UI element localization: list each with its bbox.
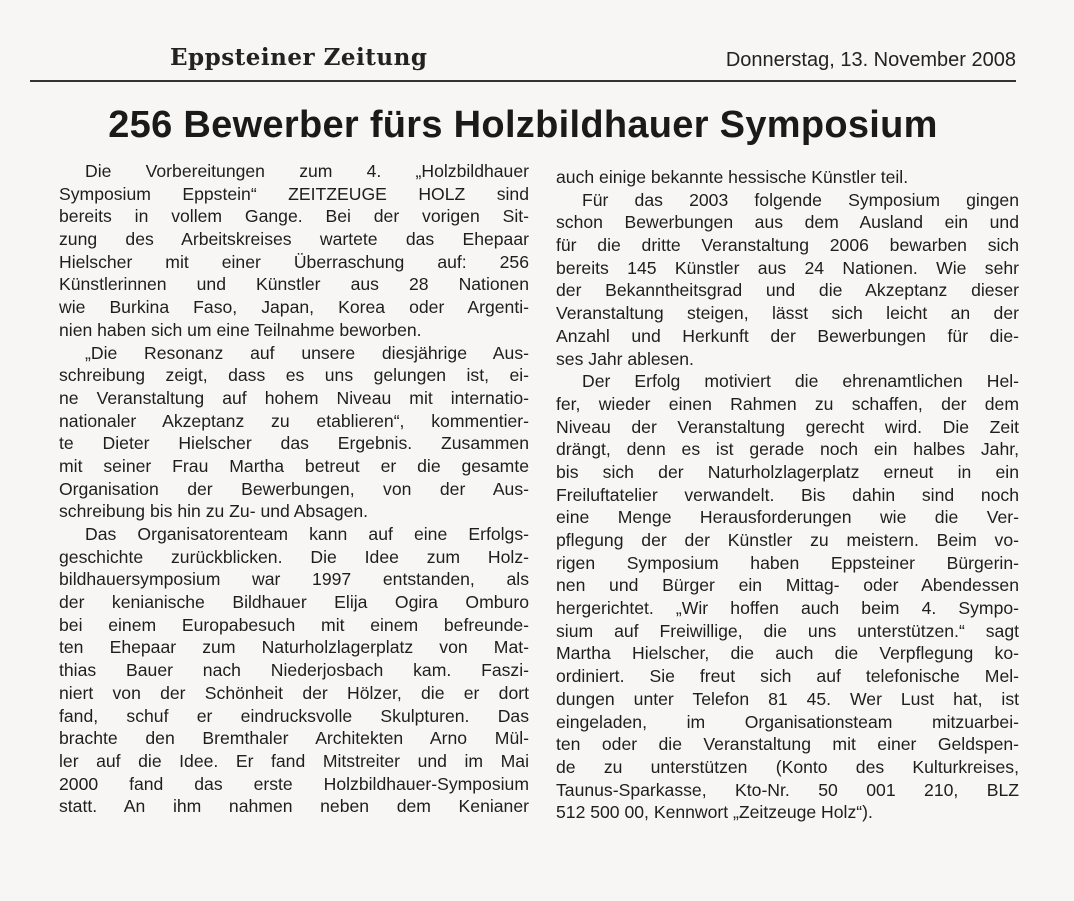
text-line: der kenianische Bildhauer Elija Ogira Omburo xyxy=(59,592,529,613)
text-line: bis sich der Naturholzlagerplatz erneut in ein xyxy=(556,461,1019,482)
text-line: Martha Hielscher, die auch die Verpflegung ko- xyxy=(556,643,1019,664)
text-line: Niveau der Veranstaltung gerecht wird. Die Zeit xyxy=(556,416,1019,437)
text-line: te Dieter Hielscher das Ergebnis. Zusammen xyxy=(59,433,529,454)
masthead-rule xyxy=(30,80,1016,82)
text-line: ses Jahr ablesen. xyxy=(556,348,694,369)
text-line: Symposium Eppstein“ ZEITZEUGE HOLZ sind xyxy=(59,183,529,204)
text-line: nien haben sich um eine Teilnahme beworben. xyxy=(59,319,422,340)
text-line: wie Burkina Faso, Japan, Korea oder Argenti- xyxy=(59,297,529,318)
text-line: eine Menge Herausforderungen wie die Ver- xyxy=(556,507,1019,528)
text-line: statt. An ihm nahmen neben dem Kenianer xyxy=(59,796,529,817)
text-line: nationaler Akzeptanz zu etablieren“, kommentier- xyxy=(59,410,529,431)
text-line: ler auf die Idee. Er fand Mitstreiter und im Mai xyxy=(59,750,529,771)
article-column-right xyxy=(556,166,1019,824)
text-line: Die Vorbereitungen zum 4. „Holzbildhauer xyxy=(85,161,529,181)
text-line: 2000 fand das erste Holzbildhauer-Symposium xyxy=(59,773,529,794)
text-line: auch einige bekannte hessische Künstler teil. xyxy=(556,167,909,187)
text-line: ten Ehepaar zum Naturholzlagerplatz von Mat- xyxy=(59,637,529,658)
text-line: nen und Bürger ein Mittag- oder Abendessen xyxy=(556,575,1019,596)
text-line: drängt, denn es ist gerade noch ein halbes Jahr, xyxy=(556,439,1019,460)
text-line: ordiniert. Sie freut sich auf telefonische Mel- xyxy=(556,666,1019,687)
text-line: fer, wieder einen Rahmen zu schaffen, der dem xyxy=(556,393,1019,414)
text-line: niert von der Schönheit der Hölzer, die er dort xyxy=(59,682,529,703)
text-line: rigen Symposium haben Eppsteiner Bürgerin- xyxy=(556,552,1019,573)
text-line: 512 500 00, Kennwort „Zeitzeuge Holz“). xyxy=(556,802,873,823)
text-line: fand, schuf er eindrucksvolle Skulpturen. Das xyxy=(59,705,529,726)
text-line: zung des Arbeitskreises wartete das Ehepaar xyxy=(59,229,529,250)
text-line: dungen unter Telefon 81 45. Wer Lust hat, ist xyxy=(556,688,1019,709)
text-line: ne Veranstaltung auf hohem Niveau mit internatio- xyxy=(59,387,529,408)
text-line: schreibung bis hin zu Zu- und Absagen. xyxy=(59,501,369,522)
text-line: pflegung der der Künstler zu meistern. Beim vo- xyxy=(556,530,1019,550)
text-line: „Die Resonanz auf unsere diesjährige Aus- xyxy=(85,342,529,363)
text-line: Künstlerinnen und Künstler aus 28 Nationen xyxy=(59,274,529,295)
text-line: Für das 2003 folgende Symposium gingen xyxy=(582,189,1019,210)
text-line: Der Erfolg motiviert die ehrenamtlichen Hel- xyxy=(582,371,1019,392)
text-line: sium auf Freiwillige, die uns unterstützen.“ sagt xyxy=(556,620,1019,641)
text-line: de zu unterstützen (Konto des Kulturkreises, xyxy=(556,756,1019,777)
text-line: Organisation der Bewerbungen, von der Aus- xyxy=(59,478,529,499)
text-line: Das Organisatorenteam kann auf eine Erfolgs- xyxy=(85,524,529,544)
text-line: bereits 145 Künstler aus 24 Nationen. Wie sehr xyxy=(556,257,1019,278)
text-line: bei einem Europabesuch mit einem befreunde- xyxy=(59,614,529,635)
text-line: schon Bewerbungen aus dem Ausland ein und xyxy=(556,212,1019,233)
text-line: eingeladen, im Organisationsteam mitzuarbei- xyxy=(556,711,1019,732)
article-column-left xyxy=(59,160,529,818)
text-line: Hielscher mit einer Überraschung auf: 256 xyxy=(59,251,529,272)
text-line: der Bekanntheitsgrad und die Akzeptanz dieser xyxy=(556,280,1019,301)
text-line: hergerichtet. „Wir hoffen auch beim 4. Sympo- xyxy=(556,598,1019,619)
article-headline: 256 Bewerber fürs Holzbildhauer Symposium xyxy=(108,104,938,146)
text-line: thias Bauer nach Niederjosbach kam. Faszi- xyxy=(59,660,529,681)
publication-name: Eppsteiner Zeitung xyxy=(170,44,428,71)
text-line: schreibung zeigt, dass es uns gelungen ist, ei- xyxy=(59,365,529,386)
issue-date: Donnerstag, 13. November 2008 xyxy=(725,49,1016,71)
text-line: bildhauersymposium war 1997 entstanden, als xyxy=(59,569,529,590)
text-line: für die dritte Veranstaltung 2006 bewarben sich xyxy=(556,235,1019,256)
text-line: Freiluftatelier verwandelt. Bis dahin sind noch xyxy=(556,484,1019,505)
text-line: brachte den Bremthaler Architekten Arno Mül- xyxy=(59,728,529,749)
text-line: Veranstaltung steigen, lässt sich leicht an der xyxy=(556,303,1019,324)
text-line: ten oder die Veranstaltung mit einer Geldspen- xyxy=(556,734,1019,755)
text-line: geschichte zurückblicken. Die Idee zum Holz- xyxy=(59,546,529,567)
text-line: mit seiner Frau Martha betreut er die gesamte xyxy=(59,455,529,476)
text-line: Anzahl und Herkunft der Bewerbungen für die- xyxy=(556,325,1019,346)
text-line: bereits in vollem Gange. Bei der vorigen Sit- xyxy=(59,206,529,227)
text-line: Taunus-Sparkasse, Kto-Nr. 50 001 210, BLZ xyxy=(556,779,1019,800)
